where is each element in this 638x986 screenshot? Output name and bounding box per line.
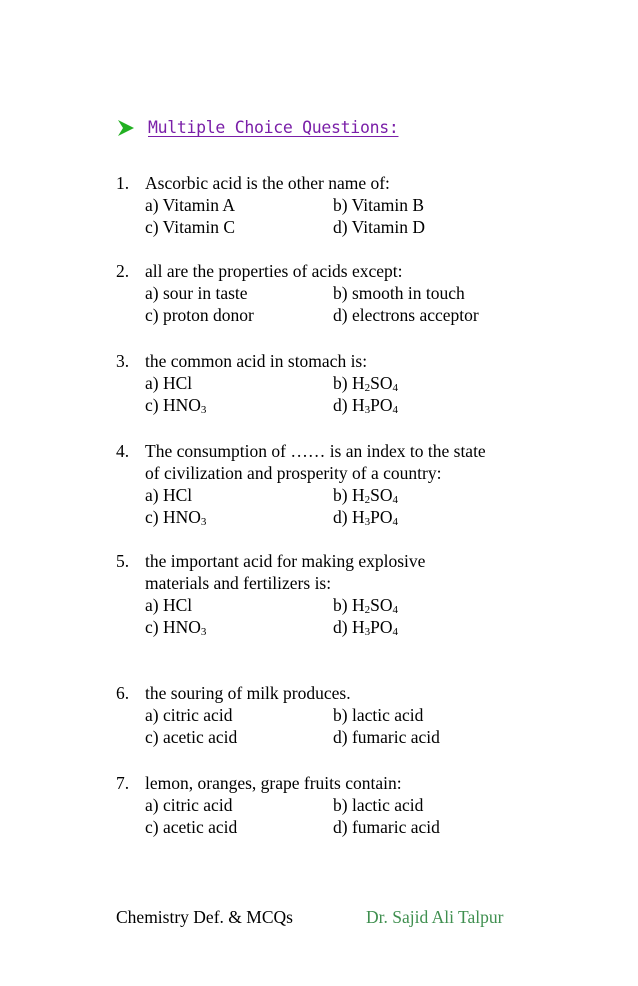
question-number: 5.	[116, 551, 130, 571]
option-c: c) $HNO_3$	[145, 507, 207, 528]
question-5	[116, 550, 536, 638]
option-a: a) HCl	[145, 373, 193, 393]
option-c: c) proton donor	[145, 305, 254, 325]
footer-author: Dr. Sajid Ali Talpur	[366, 907, 504, 927]
option-c: c) acetic acid	[145, 727, 238, 747]
option-a: a) citric acid	[145, 705, 233, 725]
option-a: a) HCl	[145, 595, 193, 615]
option-a: a) sour in taste	[145, 283, 248, 303]
option-c: c) $HNO_3$	[145, 617, 207, 638]
question-number: 1.	[116, 173, 130, 193]
question-3	[116, 350, 536, 416]
question-text-continued: of civilization and prosperity of a country:	[145, 463, 442, 483]
question-4	[116, 440, 536, 528]
option-d: d) electrons acceptor	[333, 305, 479, 325]
option-b: b) $H_2SO_4$	[333, 595, 398, 616]
option-a: a) citric acid	[145, 795, 233, 815]
question-number: 3.	[116, 351, 130, 371]
question-number: 7.	[116, 773, 130, 793]
question-1	[116, 172, 536, 238]
option-b: b) $H_2SO_4$	[333, 485, 398, 506]
question-text: all are the properties of acids except:	[145, 261, 403, 281]
question-2	[116, 260, 536, 326]
option-d: d) fumaric acid	[333, 727, 440, 747]
option-d: d) fumaric acid	[333, 817, 440, 837]
option-d: d) $H_3PO_4$	[333, 507, 398, 528]
question-text: the souring of milk produces.	[145, 683, 351, 703]
footer-title: Chemistry Def. & MCQs	[116, 907, 293, 927]
question-text: Ascorbic acid is the other name of:	[145, 173, 390, 193]
section-heading-text: Multiple Choice Questions:	[148, 118, 399, 137]
question-text: the important acid for making explosive	[145, 551, 426, 571]
option-c: c) Vitamin C	[145, 217, 236, 237]
option-b: b) lactic acid	[333, 705, 424, 725]
question-number: 6.	[116, 683, 130, 703]
question-text: the common acid in stomach is:	[145, 351, 368, 371]
option-b: b) lactic acid	[333, 795, 424, 815]
option-a: a) Vitamin A	[145, 195, 236, 215]
option-d: d) Vitamin D	[333, 217, 425, 237]
option-b: b) Vitamin B	[333, 195, 424, 215]
section-heading	[116, 118, 398, 137]
option-c: c) acetic acid	[145, 817, 238, 837]
question-number: 4.	[116, 441, 130, 461]
question-text: lemon, oranges, grape fruits contain:	[145, 773, 402, 793]
question-text: The consumption of …… is an index to the state	[145, 441, 486, 461]
option-b: b) smooth in touch	[333, 283, 465, 303]
option-a: a) HCl	[145, 485, 193, 505]
question-6	[116, 682, 536, 748]
question-text-continued: materials and fertilizers is:	[145, 573, 332, 593]
option-d: d) $H_3PO_4$	[333, 617, 398, 638]
arrow-bullet-icon	[116, 119, 136, 137]
question-7	[116, 772, 536, 838]
question-indent	[116, 462, 145, 484]
option-c: c) $HNO_3$	[145, 395, 207, 416]
option-b: b) $H_2SO_4$	[333, 373, 398, 394]
option-d: d) $H_3PO_4$	[333, 395, 398, 416]
question-indent	[116, 572, 145, 594]
question-number: 2.	[116, 261, 130, 281]
